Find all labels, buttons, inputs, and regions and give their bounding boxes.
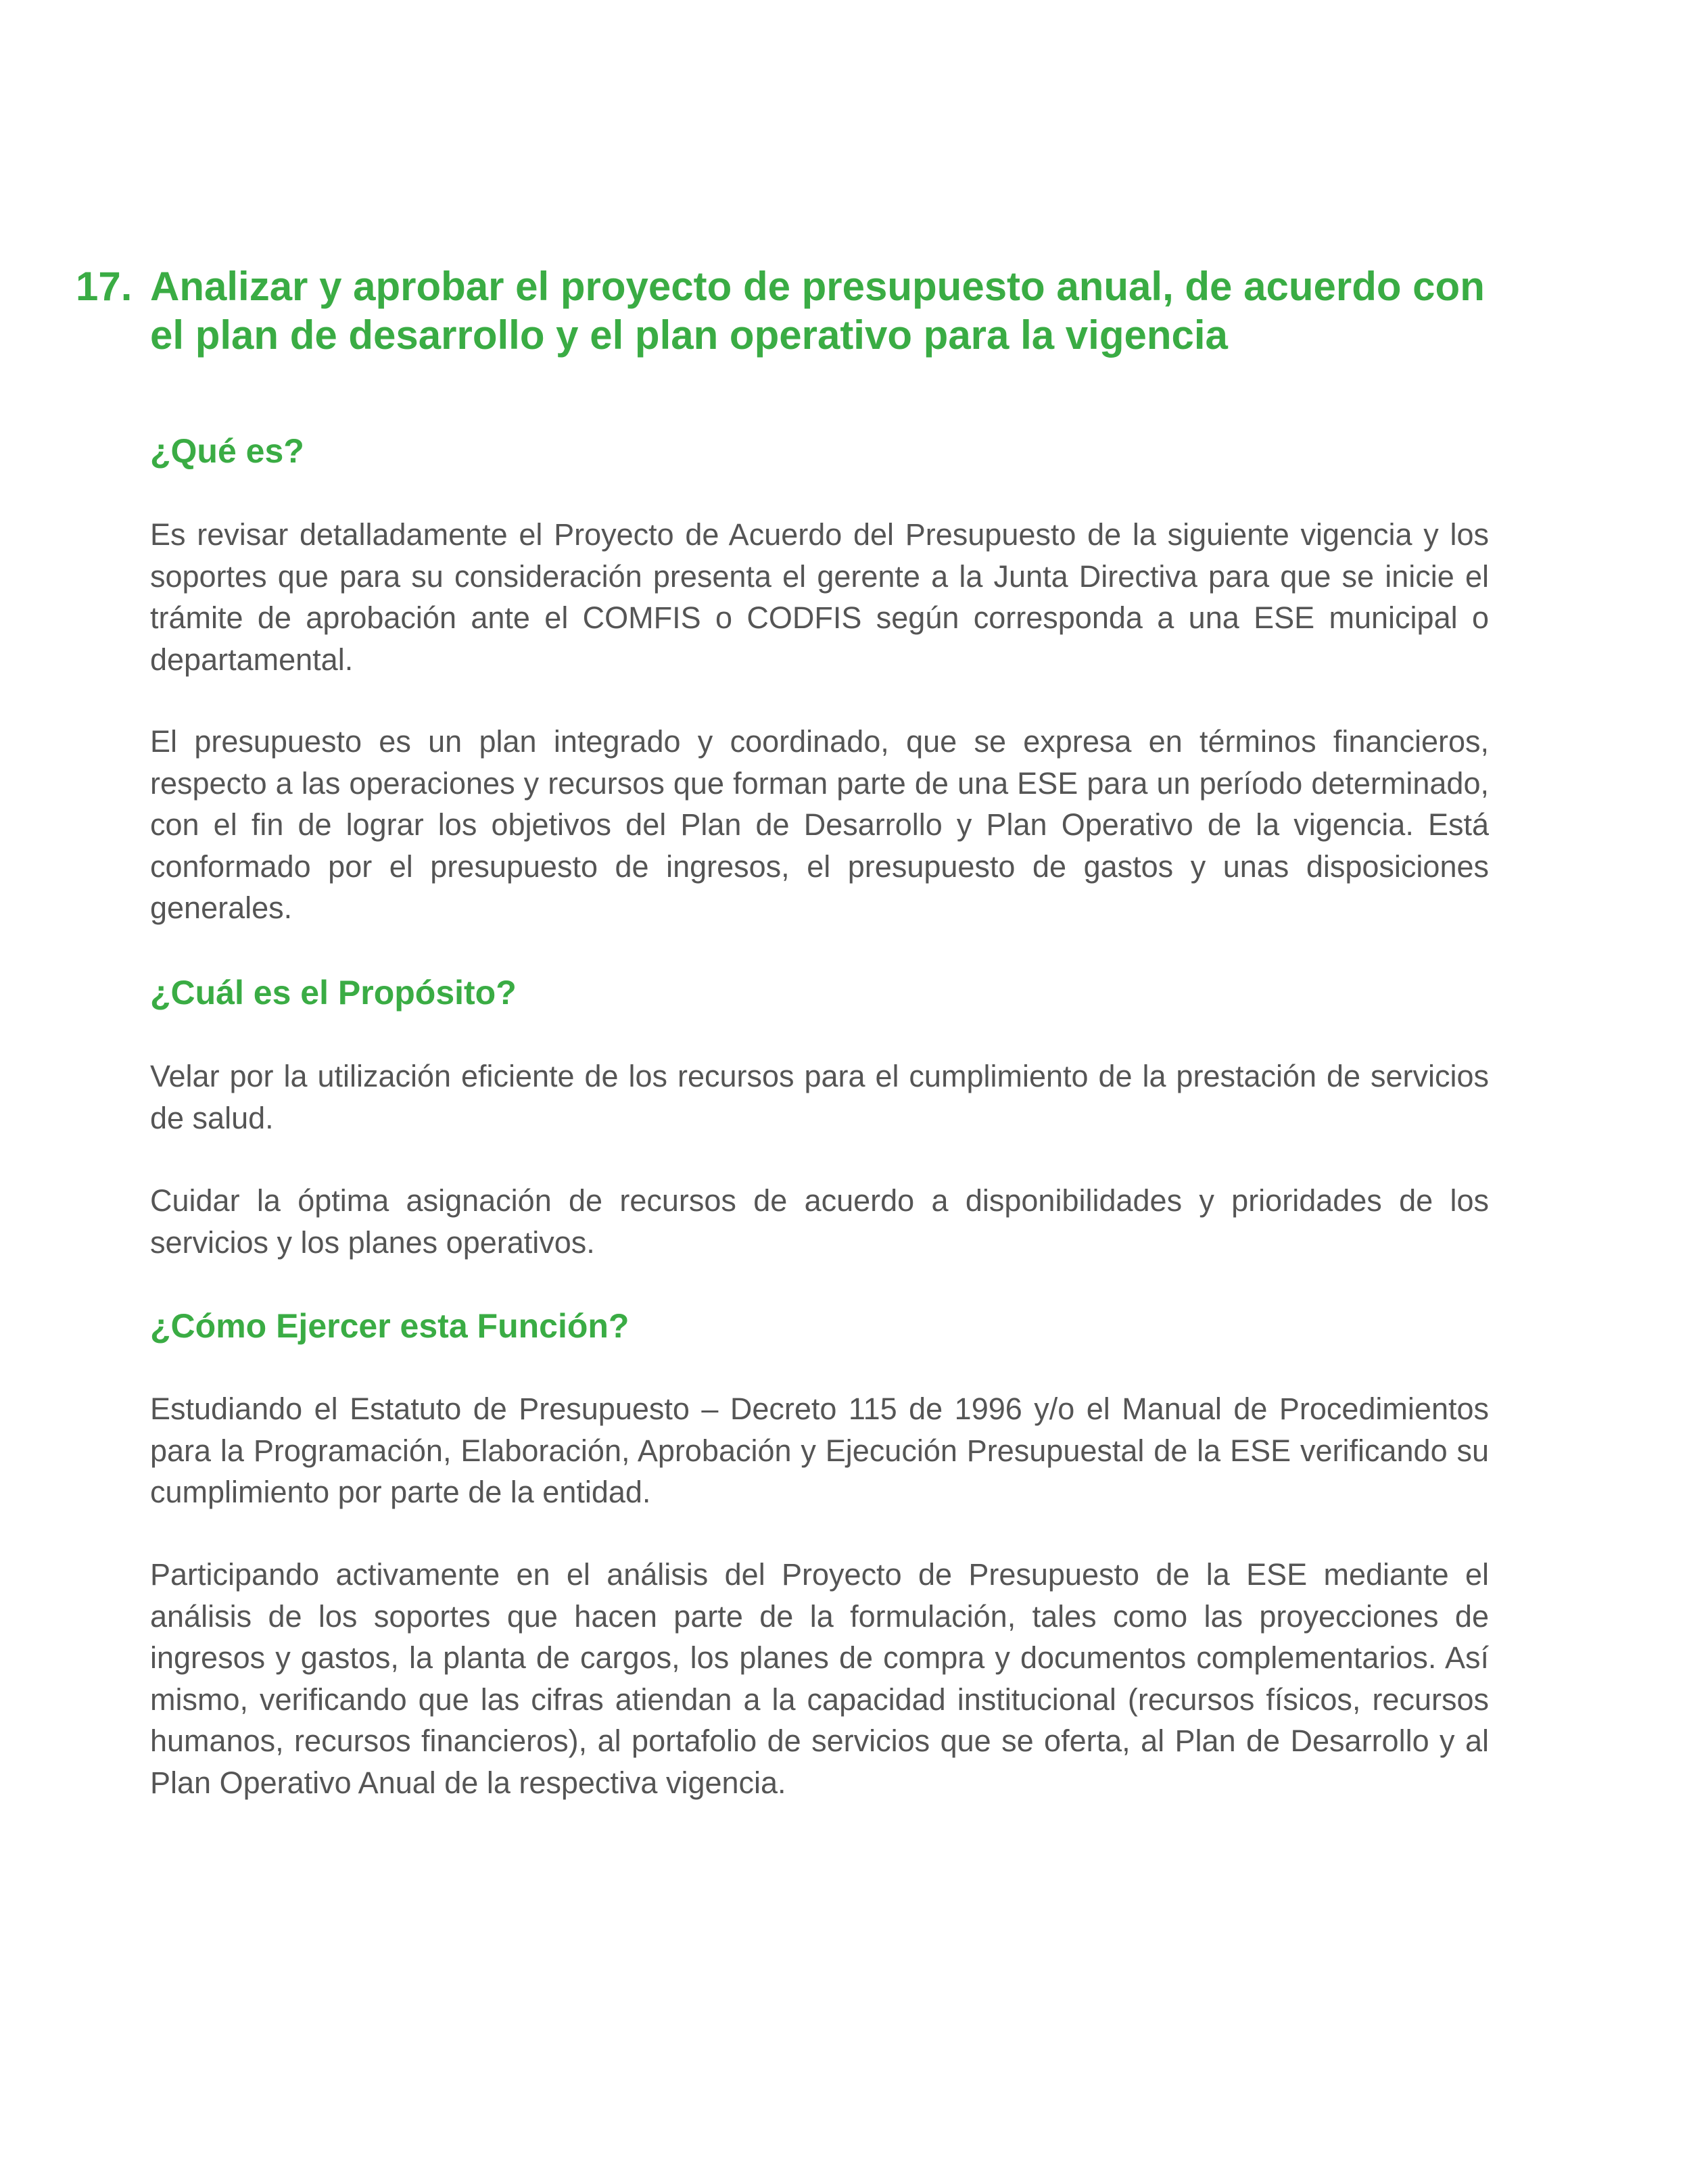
section-heading <box>76 262 1502 360</box>
como-paragraph-2: Participando activamente en el análisis del Proyecto de Presupuesto de la ESE mediante el análisis de los soportes que hacen parte de la formulación, tales como las proyecciones de ingresos y gastos, la planta de cargos, los planes de compra y documentos complementarios. Así mismo, verificando que las cifras atiendan a la capacidad institucional (recursos físicos, recursos humanos, recursos financieros), al portafolio de servicios que se oferta, al Plan de Desarrollo y al Plan Operativo Anual de la respectiva vigencia. <box>150 1557 1489 1800</box>
proposito-paragraph-1: Velar por la utilización eficiente de los recursos para el cumplimiento de la prestación de servicios de salud. <box>150 1059 1489 1135</box>
proposito-paragraph-2: Cuidar la óptima asignación de recursos de acuerdo a disponibilidades y prioridades de los servicios y los planes operativos. <box>150 1183 1489 1260</box>
como-heading: ¿Cómo Ejercer esta Función? <box>150 1307 629 1345</box>
que-es-paragraph-2: El presupuesto es un plan integrado y coordinado, que se expresa en términos financieros, respecto a las operaciones y recursos que forman parte de una ESE para un período determinado, con el fin de lograr los objetivos del Plan de Desarrollo y Plan Operativo de la vigencia. Está conformado por el presupuesto de ingresos, el presupuesto de gastos y unas disposiciones generales. <box>150 724 1489 925</box>
que-es-paragraph-1: Es revisar detalladamente el Proyecto de Acuerdo del Presupuesto de la siguiente vigencia y los soportes que para su consideración presenta el gerente a la Junta Directiva para que se inicie el trámite de aprobación ante el COMFIS o CODFIS según corresponda a una ESE municipal o departamental. <box>150 517 1489 677</box>
que-es-heading: ¿Qué es? <box>150 432 304 470</box>
como-paragraph-1: Estudiando el Estatuto de Presupuesto – Decreto 115 de 1996 y/o el Manual de Procedimientos para la Programación, Elaboración, Aprobación y Ejecución Presupuestal de la ESE verificando su cumplimiento por parte de la entidad. <box>150 1392 1489 1509</box>
proposito-heading: ¿Cuál es el Propósito? <box>150 974 517 1012</box>
section-title: Analizar y aprobar el proyecto de presupuesto anual, de acuerdo con el plan de desarrollo y el plan operativo para la vigencia <box>150 264 1485 358</box>
section-number: 17. <box>76 264 133 309</box>
